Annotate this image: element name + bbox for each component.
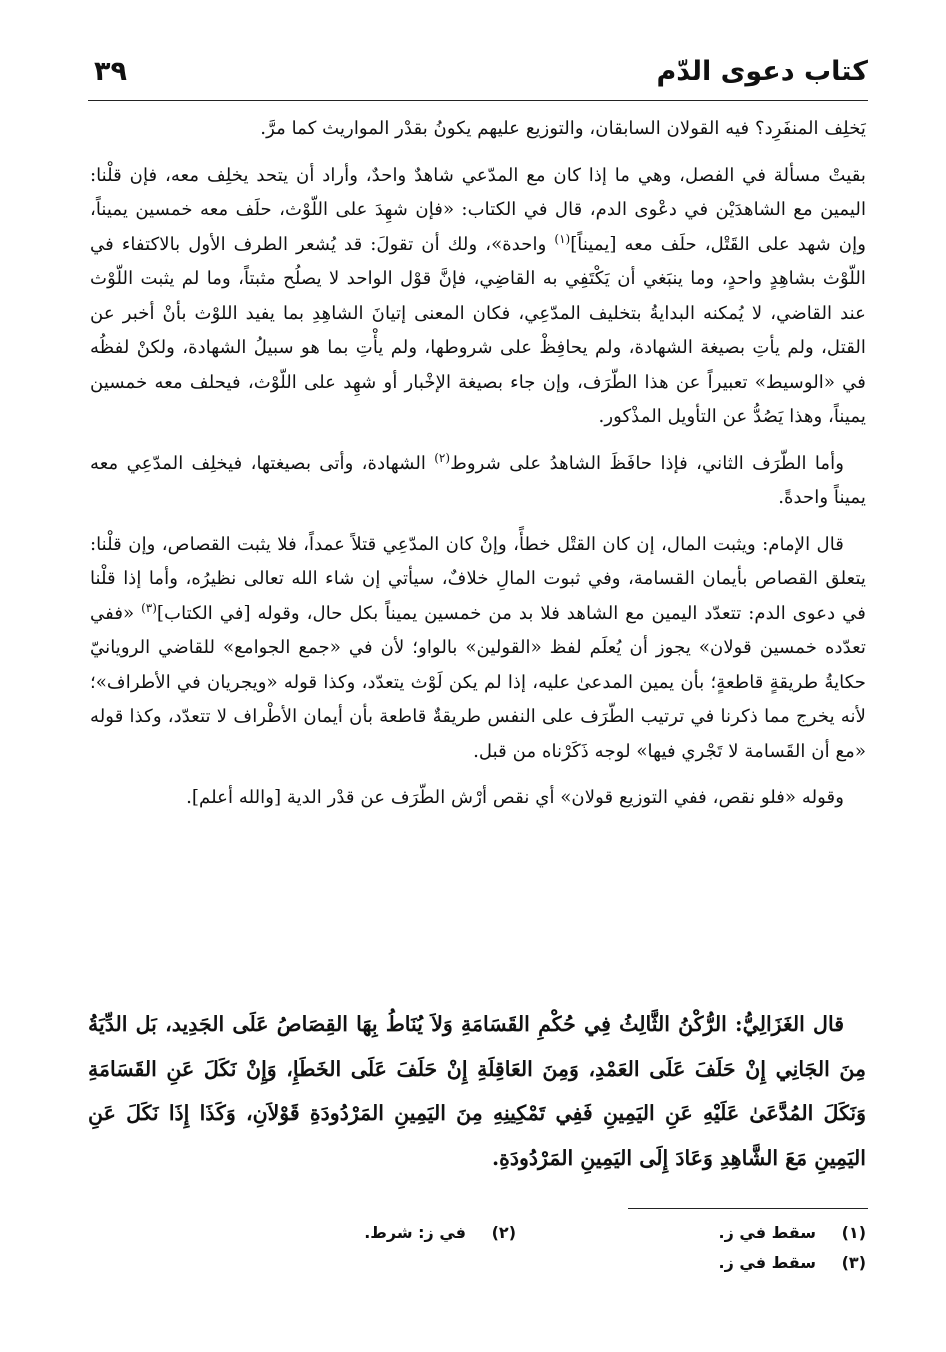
running-title: كتاب دعوى الدّم [656,56,868,87]
paragraph [90,447,866,516]
paragraph-text: وقوله «فلو نقص، ففي التوزيع قولان» أي نقص أرْش الطّرَف عن قدْر الدية [والله أعلم]. [186,787,844,808]
paragraph [90,112,866,147]
ghazali-quote: قال الغَزَالِيُّ: الرُّكْنُ الثَّالِثُ فِي حُكْمِ القَسَامَةِ وَلاَ يُنَاطُ بِهَا القِصَاصُ عَلَى الجَدِيد، بَل الدِّيَةُ مِنَ الجَانِي إِنْ حَلَفَ عَلَى العَمْدِ، وَمِنَ العَاقِلَةِ إِنْ حَلَفَ عَلَى الخَطَإِ، وَإِنْ نَكَلَ عَنِ القَسَامَةِ وَنَكَلَ المُدَّعَىٰ عَلَيْهِ عَنِ اليَمِينِ فَفِي تَمْكِينِهِ مِنَ اليَمِينِ المَرْدُودَةِ قَوْلاَنِ، وَكَذَا إِذَا نَكَلَ عَنِ اليَمِينِ مَعَ الشَّاهِدِ وَعَادَ إِلَى اليَمِينِ المَرْدُودَةِ. [88,1012,866,1170]
page-number: ٣٩ [94,56,127,87]
footnote-number: (٣) [841,1253,866,1272]
paragraph-text: وأما الطّرَف الثاني، فإذا حافَظَ الشاهدُ على شروط [450,452,844,474]
footnote-number: (٢) [491,1223,516,1242]
footnote-text: سقط في ز. [718,1223,816,1242]
footnote [166,1218,516,1248]
footnote-ref: (١) [554,231,571,246]
footnote-row [90,1218,866,1248]
footnote [516,1248,866,1278]
footnote-text: سقط في ز. [718,1253,816,1272]
paragraph-text: بقيتْ مسألة في الفصل، وهي ما إذا كان مع المدّعي شاهدٌ واحدٌ، وأراد أن يتحد يخلِف معه، فإن قلْنا: اليمين مع الشاهدَيْن في دعْوى الدم، قال في الكتاب: «فإن شهِدَ على اللّوْث، حلَف معه خمسين يميناً، وإن شهد على القَتْل، حلَف معه [يميناً] [90,164,866,255]
paragraph-text: قال الإمام: ويثبت المال، إن كان القتْل خطأً، وإنْ كان المدّعِي قتلاً عمداً، فلا يثبت القصاص، وإن قلْنا: يتعلق القصاص بأيمان القسامة، وفي ثبوت المالِ خلافٌ، سيأتي إن شاء الله تعالى نظيرُه، وأما إذا قلْنا في دعوى الدم: تتعدّد اليمين مع الشاهد فلا بد من خمسين يميناً بكل حال، وقوله [في الكتاب] [90,533,866,624]
footnote-text: في ز: شرط. [364,1223,466,1242]
paragraph-text: «ففي تعدّده خمسين قولان» يجوز أن يُعلَم لفظ «القولين» بالواو؛ لأن في «جمع الجوامع» للقاضي الرويانيّ حكايةُ طريقةٍ قاطعةٍ؛ بأن يمين المدعىٰ عليه، إذا لم يكن لَوْث يتعدّد، وكذا قوله «ويجريان في الأطراف»؛ لأنه يخرج مما ذكرنا في ترتيب الطّرَف على النفس طريقةٌ قاطعة بأن أيمان الأطْراف لا تتعدّد، وكذا قوله «مع أن القَسامة لا تَجْري فيها» لوجه ذَكَرْناه من قبل. [90,602,866,762]
paragraph-text: واحدة»، ولك أن تقولَ: قد يُشعر الطرف الأول بالاكتفاء في اللّوْث بشاهِدٍ واحدٍ، وما ينبَغي أن يَكْتَفِي به القاضِي، فإنَّ قوْل الواحد لا يصلُح مثبتاً، وما لم يثبت اللّوْث عند القاضي، لا يُمكنه البدايةُ بتخليف المدّعِي، فكان المعنى إتيانَ الشاهِدِ بما يفيد اللوْث بأنْ أخبر عن القتل، ولم يأتِ بصيغة الشهادة، ولم يحافِظْ على شروطها، ولم يأْتِ بما هو سبيلُ الشهادة، ولكنْ لفظُه في «الوسيط» تعبيراً عن هذا الطّرَف، وإن جاء بصيغة الإخْبار أو شهِد على اللّوْث، فيحلف معه خمسين يميناً، وهذا يَصُدُّ عن التأويل المذْكور. [90,233,866,427]
paragraph [90,528,866,770]
footnote-number: (١) [841,1223,866,1242]
footnote-divider [628,1208,868,1209]
main-text [90,112,866,828]
paragraph-text: الشهادة، وأتى بصيغتها، فيخلِف المدّعِي معه يميناً واحدةً. [90,452,866,508]
page-header [88,52,868,101]
paragraph [90,159,866,435]
footnote-row [90,1248,866,1278]
footnote-ref: (٢) [434,450,451,465]
footnotes [90,1218,866,1278]
paragraph-text: يَخلِف المنفَرِد؟ فيه القولان السابقان، والتوزيع عليهم يكونُ بقدْر المواريث كما مرَّ. [260,118,866,139]
footnote [516,1218,866,1248]
footnote-ref: (٣) [141,600,157,615]
paragraph [90,781,866,816]
